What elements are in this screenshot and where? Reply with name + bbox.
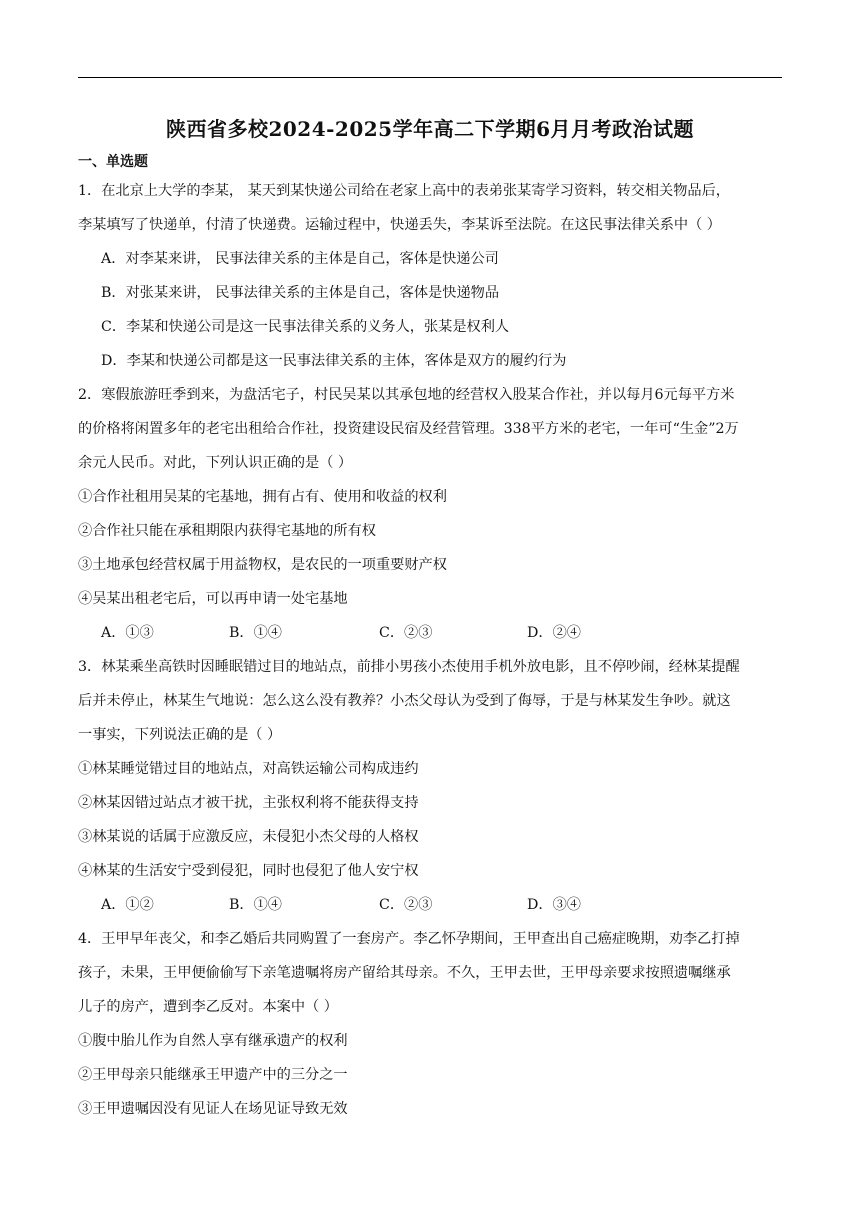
q2-stem-line: 余元人民币。对此，下列认识正确的是（ ） — [78, 455, 353, 471]
q4-statement-2: ②王甲母亲只能继承王甲遗产中的三分之一 — [78, 1067, 348, 1083]
q3-statement-1: ①林某睡觉错过目的地站点，对高铁运输公司构成违约 — [78, 761, 419, 777]
q2-choice-c: C．②③ — [379, 625, 433, 641]
q4-stem-line: 儿子的房产，遭到李乙反对。本案中（ ） — [78, 999, 338, 1015]
q3-choice-d: D．③④ — [527, 897, 581, 913]
q3-statement-2: ②林某因错过站点才被干扰，主张权利将不能获得支持 — [78, 795, 419, 811]
q2-choice-a: A．①③ — [101, 625, 154, 641]
section-heading: 一、单选题 — [78, 154, 148, 170]
q3-stem-line: 3．林某乘坐高铁时因睡眠错过目的地站点，前排小男孩小杰使用手机外放电影，且不停吵闹，经林某提醒 — [78, 659, 740, 675]
q2-statement-4: ④吴某出租老宅后，可以再申请一处宅基地 — [78, 591, 348, 607]
q2-statement-2: ②合作社只能在承租期限内获得宅基地的所有权 — [78, 523, 376, 539]
q1-option-d: D．李某和快递公司都是这一民事法律关系的主体，客体是双方的履约行为 — [101, 353, 567, 369]
document-title: 陕西省多校2024-2025学年高二下学期6月月考政治试题 — [165, 117, 695, 141]
q1-option-a: A．对李某来讲， 民事法律关系的主体是自己，客体是快递公司 — [101, 251, 499, 267]
q3-choice-b: B．①④ — [229, 897, 282, 913]
q3-choice-c: C．②③ — [379, 897, 433, 913]
header-rule — [78, 77, 782, 78]
q1-option-b: B．对张某来讲， 民事法律关系的主体是自己，客体是快递物品 — [101, 285, 500, 301]
q4-stem-line: 孩子，未果，王甲便偷偷写下亲笔遗嘱将房产留给其母亲。不久，王甲去世，王甲母亲要求按照遗嘱继承 — [78, 965, 731, 981]
q4-statement-1: ①腹中胎儿作为自然人享有继承遗产的权利 — [78, 1033, 348, 1049]
q4-stem-line: 4．王甲早年丧父，和李乙婚后共同购置了一套房产。李乙怀孕期间，王甲查出自己癌症晚期，劝李乙打掉 — [78, 931, 740, 947]
q2-stem-line: 2．寒假旅游旺季到来，为盘活宅子，村民吴某以其承包地的经营权入股某合作社，并以每月6元每平方米 — [78, 387, 735, 403]
q1-option-c: C．李某和快递公司是这一民事法律关系的义务人，张某是权利人 — [101, 319, 510, 335]
q2-choice-d: D．②④ — [527, 625, 581, 641]
q3-statement-4: ④林某的生活安宁受到侵犯，同时也侵犯了他人安宁权 — [78, 863, 419, 879]
q2-stem-line: 的价格将闲置多年的老宅出租给合作社，投资建设民宿及经营管理。338平方米的老宅，一年可“生金”2万 — [78, 421, 739, 437]
q3-choice-a: A．①② — [101, 897, 154, 913]
q1-stem-line: 李某填写了快递单，付清了快递费。运输过程中，快递丢失，李某诉至法院。在这民事法律关系中（ ） — [78, 217, 721, 233]
q2-statement-1: ①合作社租用吴某的宅基地，拥有占有、使用和收益的权利 — [78, 489, 447, 505]
q2-choice-b: B．①④ — [229, 625, 282, 641]
q3-statement-3: ③林某说的话属于应激反应，未侵犯小杰父母的人格权 — [78, 829, 419, 845]
q3-stem-line: 后并未停止，林某生气地说：怎么这么没有教养？小杰父母认为受到了侮辱，于是与林某发生争吵。就这 — [78, 693, 731, 709]
q1-stem-line: 1．在北京上大学的李某， 某天到某快递公司给在老家上高中的表弟张某寄学习资料，转交相关物品后， — [78, 183, 730, 199]
q4-statement-3: ③王甲遗嘱因没有见证人在场见证导致无效 — [78, 1101, 348, 1117]
q2-statement-3: ③土地承包经营权属于用益物权，是农民的一项重要财产权 — [78, 557, 447, 573]
q3-stem-line: 一事实，下列说法正确的是（ ） — [78, 727, 282, 743]
